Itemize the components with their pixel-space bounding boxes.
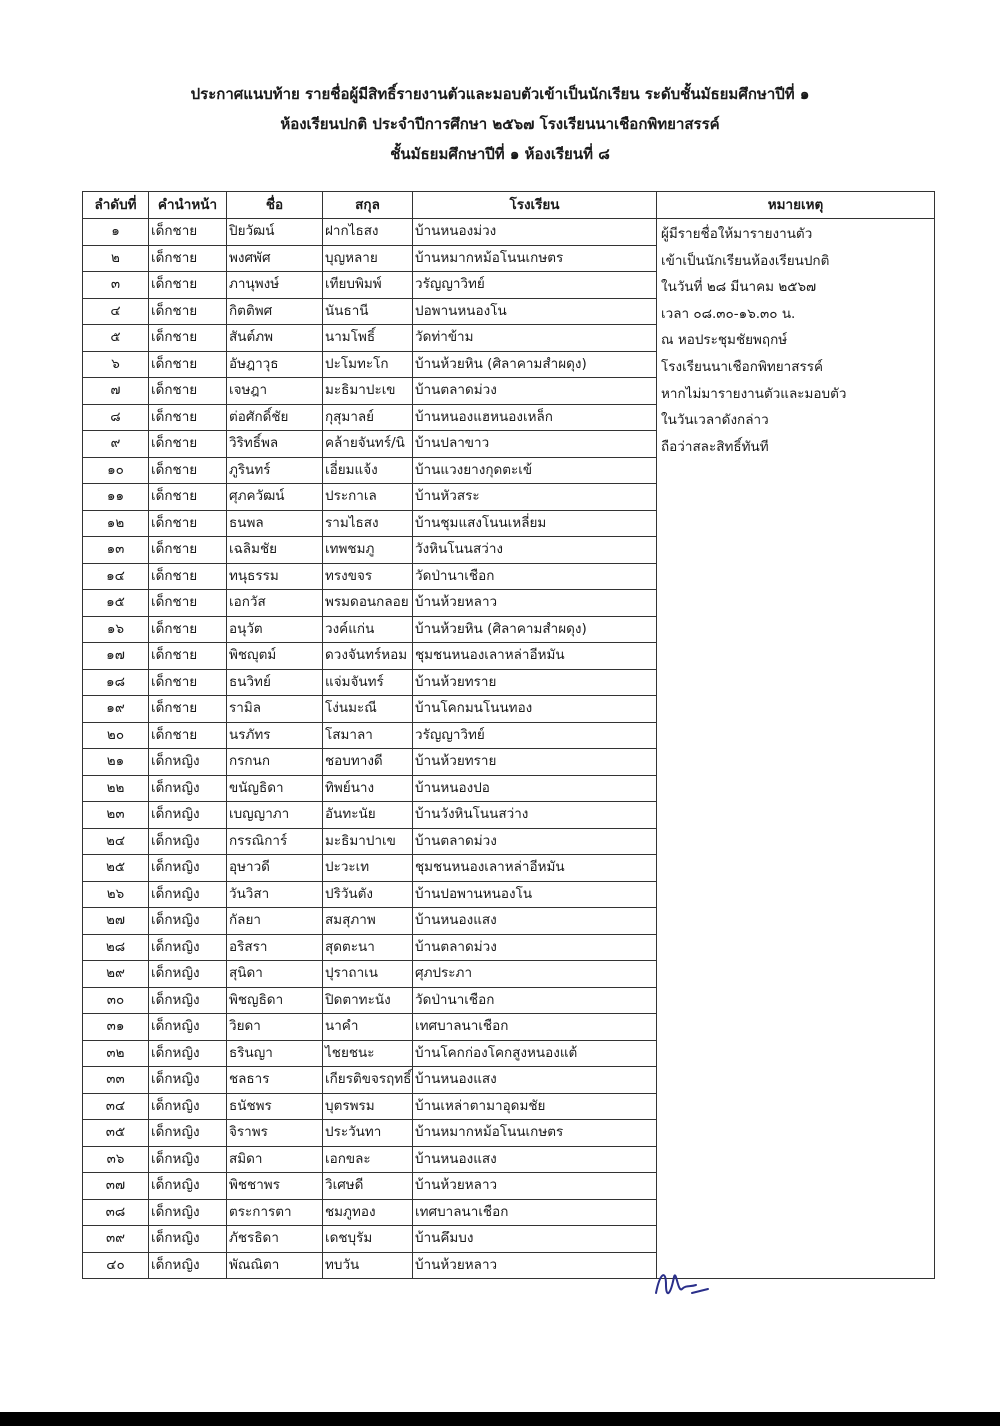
cell-no: ๒๕ [83, 855, 149, 882]
cell-first-name: พัณณิตา [227, 1252, 323, 1279]
cell-first-name: ต่อศักดิ์ชัย [227, 404, 323, 431]
cell-no: ๑๙ [83, 696, 149, 723]
cell-first-name: สันต์ภพ [227, 325, 323, 352]
cell-first-name: นรภัทร [227, 722, 323, 749]
cell-school: บ้านคึมบง [413, 1226, 657, 1253]
cell-no: ๓๘ [83, 1199, 149, 1226]
cell-prefix: เด็กหญิง [149, 1093, 227, 1120]
cell-last-name: เทพชมภู [323, 537, 413, 564]
cell-prefix: เด็กชาย [149, 404, 227, 431]
cell-prefix: เด็กชาย [149, 510, 227, 537]
cell-no: ๓๑ [83, 1014, 149, 1041]
cell-no: ๗ [83, 378, 149, 405]
cell-first-name: ทนุธรรม [227, 563, 323, 590]
cell-first-name: วิยดา [227, 1014, 323, 1041]
cell-no: ๔๐ [83, 1252, 149, 1279]
cell-no: ๖ [83, 351, 149, 378]
cell-prefix: เด็กหญิง [149, 961, 227, 988]
cell-first-name: รามิล [227, 696, 323, 723]
cell-last-name: ปิดตาทะนัง [323, 987, 413, 1014]
cell-last-name: เดชบุรัม [323, 1226, 413, 1253]
cell-first-name: อัษฎาวุธ [227, 351, 323, 378]
cell-no: ๒๗ [83, 908, 149, 935]
cell-last-name: โง่นมะณี [323, 696, 413, 723]
cell-no: ๑๘ [83, 669, 149, 696]
cell-prefix: เด็กหญิง [149, 1067, 227, 1094]
col-header-remark: หมายเหตุ [657, 192, 935, 219]
cell-school: บ้านเหล่าตามาอุดมชัย [413, 1093, 657, 1120]
cell-no: ๒ [83, 245, 149, 272]
cell-first-name: ชลธาร [227, 1067, 323, 1094]
cell-prefix: เด็กหญิง [149, 908, 227, 935]
cell-prefix: เด็กหญิง [149, 1226, 227, 1253]
cell-first-name: กรกนก [227, 749, 323, 776]
cell-last-name: ประวันทา [323, 1120, 413, 1147]
signature-mark [652, 1263, 712, 1303]
remark-line: โรงเรียนนาเชือกพิทยาสรรค์ [661, 358, 824, 375]
cell-last-name: นันธานี [323, 298, 413, 325]
cell-no: ๑๕ [83, 590, 149, 617]
cell-no: ๒๔ [83, 828, 149, 855]
cell-no: ๑๒ [83, 510, 149, 537]
col-header-last-name: สกุล [323, 192, 413, 219]
cell-last-name: ทรงขจร [323, 563, 413, 590]
cell-first-name: ภูรินทร์ [227, 457, 323, 484]
remark-line: ในวันเวลาดังกล่าว [661, 412, 769, 429]
remark-line: ผู้มีรายชื่อให้มารายงานตัว [661, 226, 813, 242]
cell-school: บ้านห้วยทราย [413, 669, 657, 696]
cell-no: ๓๙ [83, 1226, 149, 1253]
cell-prefix: เด็กชาย [149, 563, 227, 590]
cell-first-name: ตระการตา [227, 1199, 323, 1226]
col-header-no: ลำดับที่ [83, 192, 149, 219]
cell-school: วรัญญาวิทย์ [413, 272, 657, 299]
cell-last-name: สุดตะนา [323, 934, 413, 961]
cell-no: ๓ [83, 272, 149, 299]
cell-no: ๑๖ [83, 616, 149, 643]
student-roster-table [82, 191, 935, 1279]
cell-first-name: พิชชาพร [227, 1173, 323, 1200]
cell-first-name: ขนัญธิดา [227, 775, 323, 802]
cell-no: ๑๗ [83, 643, 149, 670]
bottom-scan-bar [0, 1412, 1000, 1426]
cell-school: บ้านหมากหม้อโนนเกษตร [413, 245, 657, 272]
cell-last-name: สมสุภาพ [323, 908, 413, 935]
cell-school: ศุภประภา [413, 961, 657, 988]
cell-first-name: ภัชรธิดา [227, 1226, 323, 1253]
cell-last-name: ปริวันตัง [323, 881, 413, 908]
cell-school: ชุมชนหนองเลาหล่าอีหมัน [413, 855, 657, 882]
cell-first-name: ธรินญา [227, 1040, 323, 1067]
cell-school: บ้านโคกก่องโคกสูงหนองแต้ [413, 1040, 657, 1067]
cell-school: ชุมชนหนองเลาหล่าอีหมัน [413, 643, 657, 670]
cell-last-name: อันทะนัย [323, 802, 413, 829]
cell-first-name: เจษฎา [227, 378, 323, 405]
cell-prefix: เด็กหญิง [149, 934, 227, 961]
cell-first-name: อุษาวดี [227, 855, 323, 882]
cell-last-name: ปะวะเท [323, 855, 413, 882]
cell-school: บ้านห้วยทราย [413, 749, 657, 776]
cell-no: ๓๓ [83, 1067, 149, 1094]
cell-last-name: ฝากไธสง [323, 219, 413, 246]
cell-last-name: ทบวัน [323, 1252, 413, 1279]
cell-no: ๒๘ [83, 934, 149, 961]
cell-no: ๓๗ [83, 1173, 149, 1200]
cell-last-name: ชอบทางดี [323, 749, 413, 776]
cell-school: วรัญญาวิทย์ [413, 722, 657, 749]
cell-school: บ้านห้วยหลาว [413, 1252, 657, 1279]
col-header-school: โรงเรียน [413, 192, 657, 219]
cell-first-name: พิชญุตม์ [227, 643, 323, 670]
cell-prefix: เด็กชาย [149, 537, 227, 564]
cell-last-name: เอกขละ [323, 1146, 413, 1173]
cell-school: บ้านห้วยหลาว [413, 1173, 657, 1200]
cell-school: บ้านตลาดม่วง [413, 378, 657, 405]
cell-no: ๘ [83, 404, 149, 431]
cell-school: เทศบาลนาเชือก [413, 1014, 657, 1041]
cell-school: วัดป่านาเชือก [413, 987, 657, 1014]
cell-no: ๑๐ [83, 457, 149, 484]
cell-last-name: ปุราถาเน [323, 961, 413, 988]
cell-school: บ้านหนองแฮหนองเหล็ก [413, 404, 657, 431]
cell-school: บ้านปอพานหนองโน [413, 881, 657, 908]
cell-school: บ้านตลาดม่วง [413, 934, 657, 961]
cell-last-name: ปะโมทะโก [323, 351, 413, 378]
cell-first-name: ธนพล [227, 510, 323, 537]
cell-last-name: ชมภูทอง [323, 1199, 413, 1226]
cell-first-name: ศุภควัฒน์ [227, 484, 323, 511]
cell-first-name: ธนัชพร [227, 1093, 323, 1120]
cell-last-name: วงค์แก่น [323, 616, 413, 643]
cell-prefix: เด็กชาย [149, 298, 227, 325]
cell-no: ๓๖ [83, 1146, 149, 1173]
cell-school: บ้านตลาดม่วง [413, 828, 657, 855]
cell-first-name: วิริทธิ์พล [227, 431, 323, 458]
cell-first-name: พงศพัศ [227, 245, 323, 272]
cell-prefix: เด็กหญิง [149, 1173, 227, 1200]
cell-prefix: เด็กชาย [149, 669, 227, 696]
cell-last-name: โสมาลา [323, 722, 413, 749]
cell-first-name: อนุวัต [227, 616, 323, 643]
cell-school: บ้านวังหินโนนสว่าง [413, 802, 657, 829]
cell-prefix: เด็กหญิง [149, 855, 227, 882]
cell-no: ๓๒ [83, 1040, 149, 1067]
cell-last-name: วิเศษดี [323, 1173, 413, 1200]
cell-prefix: เด็กชาย [149, 219, 227, 246]
doc-title-line-3: ชั้นมัธยมศึกษาปีที่ ๑ ห้องเรียนที่ ๘ [390, 145, 610, 163]
cell-school: บ้านหัวสระ [413, 484, 657, 511]
cell-prefix: เด็กชาย [149, 643, 227, 670]
cell-no: ๕ [83, 325, 149, 352]
cell-last-name: เอี่ยมแจ้ง [323, 457, 413, 484]
cell-last-name: กุสุมาลย์ [323, 404, 413, 431]
cell-school: บ้านหมากหม้อโนนเกษตร [413, 1120, 657, 1147]
cell-prefix: เด็กชาย [149, 351, 227, 378]
remark-line: ณ หอประชุมชัยพฤกษ์ [661, 332, 788, 349]
cell-school: บ้านห้วยหิน (ศิลาคามสำผดุง) [413, 616, 657, 643]
cell-school: วังหินโนนสว่าง [413, 537, 657, 564]
cell-last-name: แจ่มจันทร์ [323, 669, 413, 696]
cell-first-name: วันวิสา [227, 881, 323, 908]
cell-prefix: เด็กชาย [149, 484, 227, 511]
cell-last-name: คล้ายจันทร์/นิ [323, 431, 413, 458]
cell-prefix: เด็กหญิง [149, 1146, 227, 1173]
cell-last-name: นาคำ [323, 1014, 413, 1041]
cell-no: ๒๖ [83, 881, 149, 908]
cell-prefix: เด็กชาย [149, 696, 227, 723]
remark-line: เข้าเป็นนักเรียนห้องเรียนปกติ [661, 252, 830, 269]
remark-line: ในวันที่ ๒๘ มีนาคม ๒๕๖๗ [661, 279, 817, 296]
cell-prefix: เด็กชาย [149, 431, 227, 458]
cell-last-name: ดวงจันทร์หอม [323, 643, 413, 670]
cell-last-name: บุตรพรม [323, 1093, 413, 1120]
cell-prefix: เด็กชาย [149, 722, 227, 749]
cell-no: ๒๓ [83, 802, 149, 829]
cell-no: ๓๔ [83, 1093, 149, 1120]
cell-last-name: พรมดอนกลอย [323, 590, 413, 617]
cell-first-name: จิราพร [227, 1120, 323, 1147]
cell-no: ๙ [83, 431, 149, 458]
table-body [83, 219, 935, 1279]
cell-last-name: ทิพย์นาง [323, 775, 413, 802]
cell-last-name: รามไธสง [323, 510, 413, 537]
cell-school: วัดท่าข้าม [413, 325, 657, 352]
doc-title-line-1: ประกาศแนบท้าย รายชื่อผู้มีสิทธิ์รายงานตัวและมอบตัวเข้าเป็นนักเรียน ระดับชั้นมัธยมศึกษาปีที่ ๑ [190, 85, 810, 103]
cell-last-name: ประกาเล [323, 484, 413, 511]
cell-school: วัดป่านาเชือก [413, 563, 657, 590]
cell-no: ๔ [83, 298, 149, 325]
cell-prefix: เด็กหญิง [149, 749, 227, 776]
cell-first-name: เฉลิมชัย [227, 537, 323, 564]
table-row [83, 219, 935, 246]
cell-prefix: เด็กหญิง [149, 1014, 227, 1041]
cell-first-name: สุนิดา [227, 961, 323, 988]
cell-prefix: เด็กชาย [149, 245, 227, 272]
cell-no: ๑ [83, 219, 149, 246]
cell-prefix: เด็กหญิง [149, 828, 227, 855]
cell-school: บ้านหนองม่วง [413, 219, 657, 246]
cell-no: ๒๒ [83, 775, 149, 802]
cell-first-name: ภานุพงษ์ [227, 272, 323, 299]
cell-prefix: เด็กชาย [149, 590, 227, 617]
remark-line: ถือว่าสละสิทธิ์ทันที [661, 438, 769, 455]
cell-last-name: เทียบพิมพ์ [323, 272, 413, 299]
cell-first-name: สมิดา [227, 1146, 323, 1173]
remark-cell [657, 219, 935, 1279]
cell-school: เทศบาลนาเชือก [413, 1199, 657, 1226]
cell-last-name: นามโพธิ์ [323, 325, 413, 352]
table-header-row [83, 192, 935, 219]
cell-no: ๒๐ [83, 722, 149, 749]
doc-title-line-2: ห้องเรียนปกติ ประจำปีการศึกษา ๒๕๖๗ โรงเรียนนาเชือกพิทยาสรรค์ [280, 115, 720, 133]
cell-last-name: มะธิมาปะเข [323, 378, 413, 405]
cell-school: บ้านห้วยหิน (ศิลาคามสำผดุง) [413, 351, 657, 378]
cell-prefix: เด็กหญิง [149, 802, 227, 829]
cell-prefix: เด็กชาย [149, 325, 227, 352]
cell-school: บ้านปลาขาว [413, 431, 657, 458]
cell-prefix: เด็กหญิง [149, 1040, 227, 1067]
cell-prefix: เด็กชาย [149, 272, 227, 299]
remark-line: เวลา ๐๘.๓๐-๑๖.๓๐ น. [661, 305, 796, 322]
cell-no: ๑๓ [83, 537, 149, 564]
cell-prefix: เด็กหญิง [149, 1120, 227, 1147]
cell-first-name: ปิยวัฒน์ [227, 219, 323, 246]
cell-first-name: อริสรา [227, 934, 323, 961]
cell-prefix: เด็กหญิง [149, 1252, 227, 1279]
cell-school: บ้านแวงยางกุดตะเข้ [413, 457, 657, 484]
cell-prefix: เด็กหญิง [149, 987, 227, 1014]
cell-prefix: เด็กหญิง [149, 1199, 227, 1226]
cell-school: บ้านหนองแสง [413, 1146, 657, 1173]
cell-prefix: เด็กชาย [149, 457, 227, 484]
cell-no: ๓๐ [83, 987, 149, 1014]
cell-prefix: เด็กชาย [149, 616, 227, 643]
cell-first-name: ธนวิทย์ [227, 669, 323, 696]
cell-no: ๑๔ [83, 563, 149, 590]
cell-no: ๒๑ [83, 749, 149, 776]
cell-prefix: เด็กหญิง [149, 775, 227, 802]
cell-first-name: เอกวัส [227, 590, 323, 617]
cell-school: บ้านหนองแสง [413, 908, 657, 935]
cell-school: บ้านหนองแสง [413, 1067, 657, 1094]
cell-no: ๒๙ [83, 961, 149, 988]
cell-school: บ้านหนองปอ [413, 775, 657, 802]
cell-last-name: เกียรติขจรฤทธิ์ [323, 1067, 413, 1094]
cell-prefix: เด็กหญิง [149, 881, 227, 908]
col-header-prefix: คำนำหน้า [149, 192, 227, 219]
cell-school: บ้านโคกมนโนนทอง [413, 696, 657, 723]
cell-first-name: พิชญธิดา [227, 987, 323, 1014]
cell-first-name: เบญญาภา [227, 802, 323, 829]
cell-last-name: บุญหลาย [323, 245, 413, 272]
remark-line: หากไม่มารายงานตัวและมอบตัว [661, 385, 847, 402]
cell-last-name: ไชยชนะ [323, 1040, 413, 1067]
cell-school: บ้านห้วยหลาว [413, 590, 657, 617]
cell-first-name: กัลยา [227, 908, 323, 935]
col-header-first-name: ชื่อ [227, 192, 323, 219]
cell-school: ปอพานหนองโน [413, 298, 657, 325]
cell-last-name: มะธิมาปาเข [323, 828, 413, 855]
cell-first-name: กิตติพศ [227, 298, 323, 325]
cell-school: บ้านชุมแสงโนนเหลี่ยม [413, 510, 657, 537]
cell-first-name: กรรณิการ์ [227, 828, 323, 855]
cell-no: ๓๕ [83, 1120, 149, 1147]
cell-no: ๑๑ [83, 484, 149, 511]
cell-prefix: เด็กชาย [149, 378, 227, 405]
